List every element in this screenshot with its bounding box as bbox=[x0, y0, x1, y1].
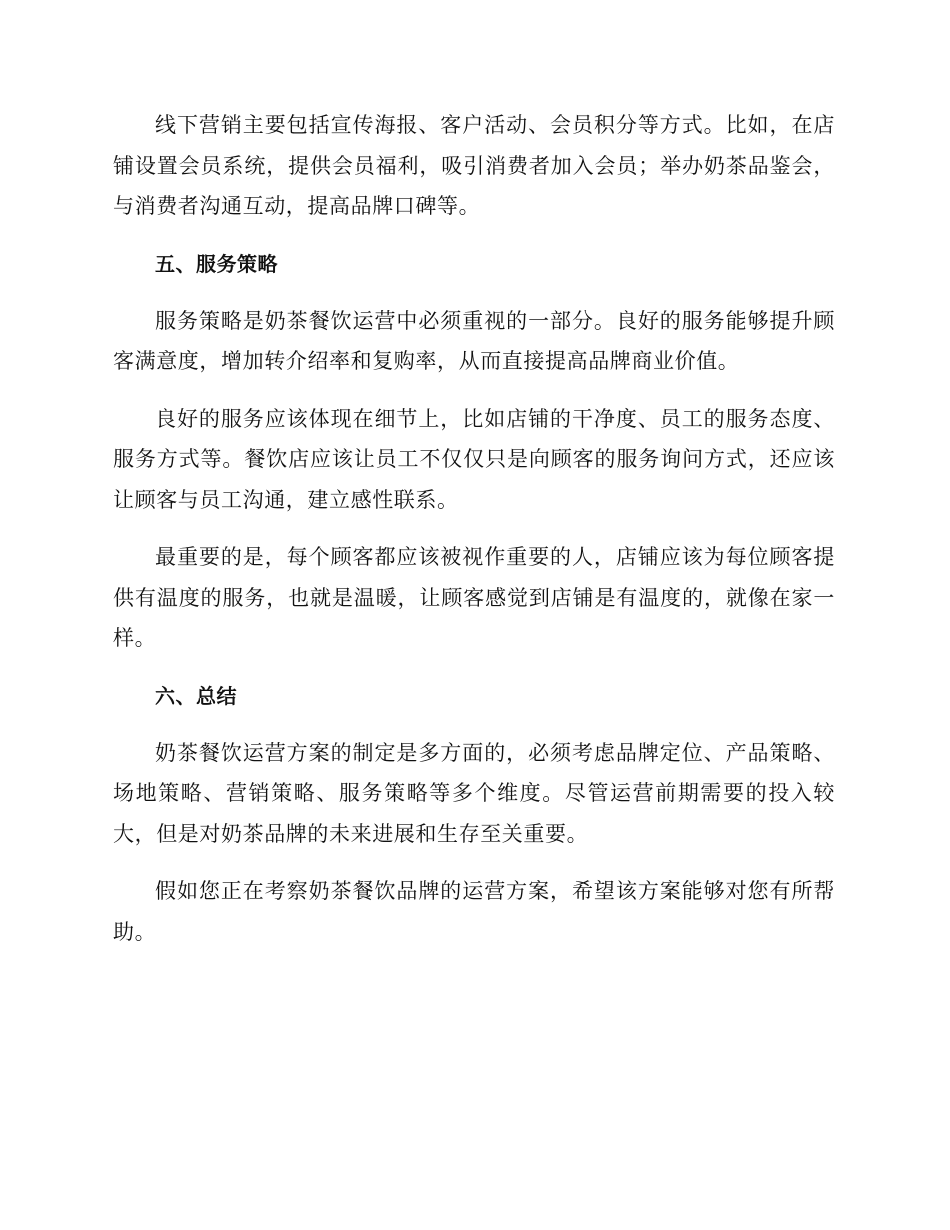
paragraph-service-details: 良好的服务应该体现在细节上，比如店铺的干净度、员工的服务态度、服务方式等。餐饮店应该让员工不仅仅只是向顾客的服务询问方式，还应该让顾客与员工沟通，建立感性联系。 bbox=[113, 406, 835, 512]
paragraph-closing: 假如您正在考察奶茶餐饮品牌的运营方案，希望该方案能够对您有所帮助。 bbox=[113, 879, 835, 944]
paragraph-summary: 奶茶餐饮运营方案的制定是多方面的，必须考虑品牌定位、产品策略、场地策略、营销策略、服务策略等多个维度。尽管运营前期需要的投入较大，但是对奶茶品牌的未来进展和生存至关重要。 bbox=[113, 740, 835, 846]
paragraph-offline-marketing: 线下营销主要包括宣传海报、客户活动、会员积分等方式。比如，在店铺设置会员系统，提供会员福利，吸引消费者加入会员；举办奶茶品鉴会，与消费者沟通互动，提高品牌口碑等。 bbox=[113, 113, 835, 218]
paragraph-service-warmth: 最重要的是，每个顾客都应该被视作重要的人，店铺应该为每位顾客提供有温度的服务，也就是温暖，让顾客感觉到店铺是有温度的，就像在家一样。 bbox=[113, 545, 835, 650]
section-heading-service-strategy: 五、服务策略 bbox=[155, 251, 278, 276]
document-page bbox=[113, 105, 835, 969]
paragraph-service-importance: 服务策略是奶茶餐饮运营中必须重视的一部分。良好的服务能够提升顾客满意度，增加转介绍率和复购率，从而直接提高品牌商业价值。 bbox=[113, 308, 835, 373]
section-heading-summary: 六、总结 bbox=[155, 683, 237, 708]
